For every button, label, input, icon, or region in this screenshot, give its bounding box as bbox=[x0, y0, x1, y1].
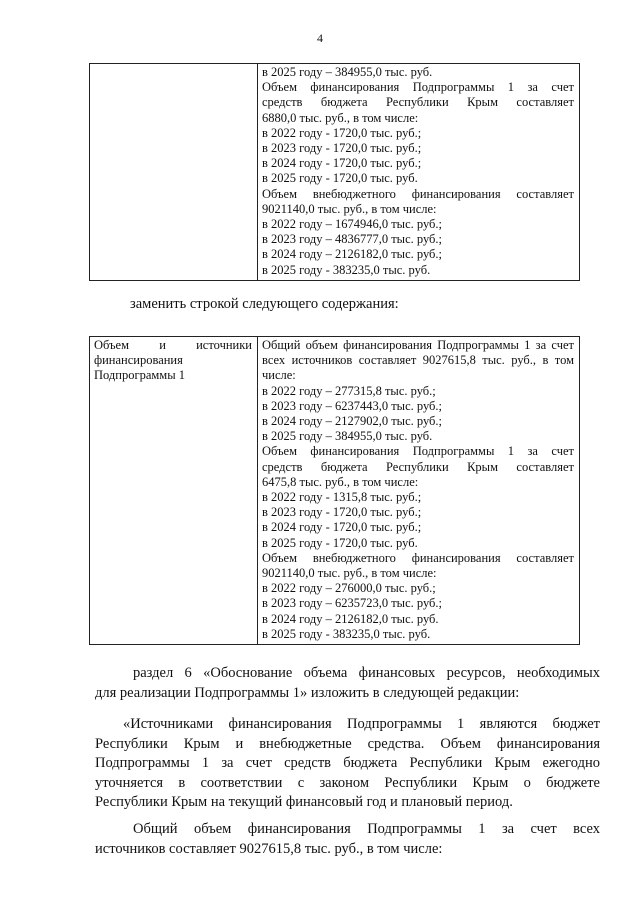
table-line: в 2023 году – 6237443,0 тыс. руб.; bbox=[262, 398, 443, 413]
left-cell-line: финансирования bbox=[94, 353, 183, 368]
table-line: в 2025 году - 1720,0 тыс. руб. bbox=[262, 171, 418, 186]
paragraph-line: для реализации Подпрограммы 1» изложить в следующей редакции: bbox=[95, 684, 520, 701]
table-line: средств бюджета Республики Крым составляет bbox=[262, 95, 574, 110]
new-passport-table bbox=[89, 336, 580, 645]
paragraph-line: Подпрограммы 1 за счет средств бюджета Республики Крым ежегодно bbox=[95, 755, 600, 771]
table-line: в 2024 году – 2126182,0 тыс. руб.; bbox=[262, 247, 443, 262]
table-line: Объем финансирования Подпрограммы 1 за счет bbox=[262, 80, 574, 95]
paragraph-line: источников составляет 9027615,8 тыс. руб., в том числе: bbox=[95, 840, 443, 857]
sources-paragraph bbox=[95, 715, 600, 813]
table-line: 9021140,0 тыс. руб., в том числе: bbox=[262, 201, 437, 216]
table-line: в 2023 году – 4836777,0 тыс. руб.; bbox=[262, 232, 443, 247]
page-number: 4 bbox=[317, 31, 323, 45]
table-line: в 2022 году - 1720,0 тыс. руб.; bbox=[262, 125, 422, 140]
table-line: в 2022 году – 276000,0 тыс. руб.; bbox=[262, 581, 436, 596]
table-line: в 2022 году – 1674946,0 тыс. руб.; bbox=[262, 217, 443, 232]
table-line: в 2025 году - 1720,0 тыс. руб. bbox=[262, 535, 418, 550]
table-line: Объем внебюджетного финансирования составляет bbox=[262, 186, 574, 201]
total-paragraph bbox=[95, 820, 600, 859]
table-line: в 2023 году - 1720,0 тыс. руб.; bbox=[262, 141, 422, 156]
table-line: в 2022 году – 277315,8 тыс. руб.; bbox=[262, 383, 436, 398]
table-line: в 2025 году - 383235,0 тыс. руб. bbox=[262, 626, 431, 641]
table-line: в 2024 году - 1720,0 тыс. руб.; bbox=[262, 156, 422, 171]
table-line: всех источников составляет 9027615,8 тыс. руб., в том bbox=[262, 353, 574, 368]
table-line: в 2024 году – 2127902,0 тыс. руб.; bbox=[262, 414, 443, 429]
table-line: средств бюджета Республики Крым составляет bbox=[262, 459, 574, 474]
table-line: в 2023 году - 1720,0 тыс. руб.; bbox=[262, 505, 422, 520]
table-line: в 2025 году - 383235,0 тыс. руб. bbox=[262, 262, 431, 277]
replace-note: заменить строкой следующего содержания: bbox=[130, 296, 399, 312]
table-line: в 2024 году - 1720,0 тыс. руб.; bbox=[262, 520, 422, 535]
table-row bbox=[90, 64, 580, 281]
table-line: 6475,8 тыс. руб., в том числе: bbox=[262, 474, 419, 489]
table-line: 9021140,0 тыс. руб., в том числе: bbox=[262, 566, 437, 581]
table-line: числе: bbox=[262, 368, 296, 383]
new-right-cell bbox=[258, 337, 580, 645]
paragraph-line: раздел 6 «Обоснование объема финансовых ресурсов, необходимых bbox=[133, 665, 600, 681]
table-line: Общий объем финансирования Подпрограммы 1 за счет bbox=[262, 338, 574, 352]
paragraph-line: Общий объем финансирования Подпрограммы 1 за счет всех bbox=[133, 821, 600, 837]
left-cell-line: Подпрограммы 1 bbox=[94, 368, 185, 383]
new-left-cell bbox=[90, 337, 258, 645]
paragraph-line: Республики Крым и внебюджетные средства. Объем финансирования bbox=[95, 735, 600, 752]
table-line: Объем финансирования Подпрограммы 1 за счет bbox=[262, 444, 574, 459]
paragraph-line: Республики Крым на текущий финансовый год и плановый период. bbox=[95, 794, 513, 810]
table-line: в 2022 году - 1315,8 тыс. руб.; bbox=[262, 490, 422, 505]
table-line: в 2024 году – 2126182,0 тыс. руб. bbox=[262, 611, 439, 626]
left-cell-line: Объем и источники bbox=[94, 338, 252, 352]
old-passport-table bbox=[89, 63, 580, 281]
paragraph-line: уточняется в соответствии с законом Республики Крым о бюджете bbox=[95, 774, 600, 791]
old-left-cell bbox=[90, 64, 258, 281]
table-line: в 2025 году – 384955,0 тыс. руб. bbox=[262, 429, 433, 444]
table-line: 6880,0 тыс. руб., в том числе: bbox=[262, 110, 419, 125]
table-line: в 2023 году – 6235723,0 тыс. руб.; bbox=[262, 596, 443, 611]
table-line: в 2025 году – 384955,0 тыс. руб. bbox=[262, 65, 433, 79]
table-line: Объем внебюджетного финансирования составляет bbox=[262, 550, 574, 565]
section-6-paragraph bbox=[95, 664, 600, 703]
paragraph-line: «Источниками финансирования Подпрограммы 1 являются бюджет bbox=[123, 716, 600, 732]
table-row bbox=[90, 337, 580, 645]
old-right-cell bbox=[258, 64, 580, 281]
